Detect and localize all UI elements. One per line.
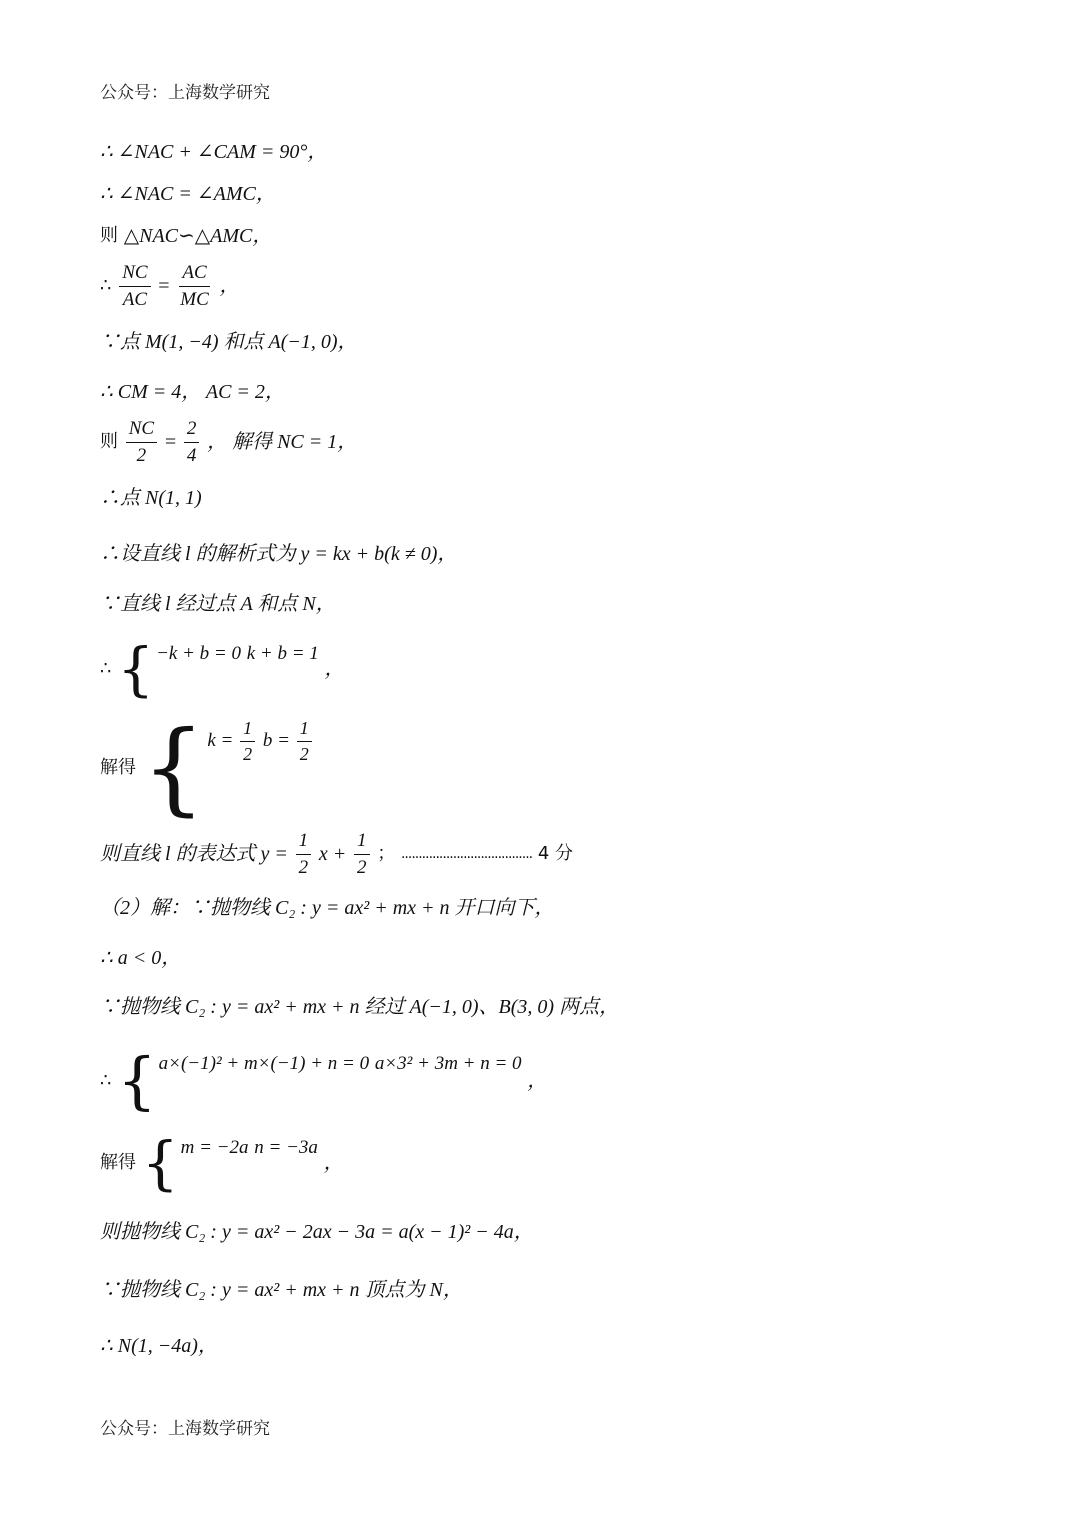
step-system-amn: [100, 1044, 548, 1117]
punctuation: ，: [323, 1152, 344, 1174]
fraction: [354, 830, 370, 879]
fraction: [240, 718, 255, 764]
math-text: 则抛物线 C₂ : y = ax² − 2ax − 3a = a(x − 1)² − 4a，: [100, 1221, 534, 1243]
denominator: 4: [186, 444, 197, 466]
equation-row: a×(−1)² + m×(−1) + n = 0: [158, 1053, 370, 1074]
equation-system: [141, 1129, 318, 1197]
step-parabola-points: [100, 997, 619, 1017]
fraction: [126, 418, 157, 467]
math-text: ∵抛物线 C₂ : y = ax² + mx + n 经过 A(−1, 0)、B(3, 0) 两点，: [100, 996, 620, 1018]
equation-system: [141, 709, 314, 826]
equation-system: [117, 635, 319, 703]
equation-row: k + b = 1: [246, 643, 319, 664]
denominator: 2: [298, 856, 309, 878]
step-solution-kb: [100, 709, 314, 826]
fraction: [119, 262, 150, 311]
equation-row: m = −2a: [180, 1137, 249, 1158]
math-text: ∴ CM = 4， AC = 2，: [100, 381, 285, 403]
therefore-symbol: ∴: [100, 658, 112, 679]
equals-sign: =: [164, 431, 177, 454]
math-text: 则直线 l 的表达式 y =: [100, 843, 288, 866]
math-text: k =: [207, 729, 234, 751]
math-text: b =: [262, 729, 290, 751]
numerator: 2: [184, 418, 200, 443]
left-brace-icon: {: [141, 709, 206, 826]
equation-row: −k + b = 0: [156, 643, 241, 664]
step-line-form: [100, 544, 457, 564]
math-text: ∵直线 l 经过点 A 和点 N，: [100, 593, 336, 615]
punctuation: ，: [219, 275, 240, 298]
denominator: 2: [243, 743, 253, 764]
numerator: 1: [297, 718, 312, 742]
denominator: 2: [136, 444, 147, 466]
fraction: [177, 262, 212, 311]
text-label: 解得: [100, 757, 136, 778]
numerator: 1: [354, 830, 370, 855]
fraction: [296, 830, 312, 879]
math-text: ∴设直线 l 的解析式为 y = kx + b(k ≠ 0)，: [100, 543, 458, 565]
punctuation: ，: [324, 658, 345, 680]
math-text: ∵抛物线 C₂ : y = ax² + mx + n 顶点为 N，: [100, 1279, 463, 1301]
step-lengths: [100, 382, 285, 402]
equation-row: [263, 718, 314, 764]
denominator: MC: [180, 288, 209, 310]
math-text: ∵点 M(1, −4) 和点 A(−1, 0)，: [100, 331, 358, 353]
math-text: ∴ ∠NAC = ∠AMC，: [100, 183, 276, 205]
equation-row: n = −3a: [254, 1137, 318, 1158]
step-a-negative: [100, 948, 181, 968]
math-text: △NAC∽△AMC，: [123, 225, 273, 247]
numerator: AC: [179, 262, 209, 287]
step-angle-sum: [100, 142, 327, 162]
step-system-kb: [100, 635, 345, 703]
fraction: [184, 418, 200, 467]
therefore-symbol: ∴: [100, 1070, 112, 1091]
numerator: NC: [126, 418, 157, 443]
left-brace-icon: {: [117, 1044, 157, 1117]
equation-row: [207, 718, 257, 764]
equation-row: a×3² + 3m + n = 0: [374, 1053, 522, 1074]
step-vertex-n: [100, 1280, 463, 1300]
score-label: 4 分: [537, 843, 574, 865]
left-brace-icon: {: [141, 1129, 179, 1197]
punctuation: ；: [377, 843, 396, 865]
leader-dots: ......................................: [400, 846, 533, 863]
math-text: ∴ a < 0，: [100, 947, 182, 969]
math-text: ∴点 N(1, 1): [100, 487, 202, 509]
part-2-intro: [100, 898, 555, 918]
step-solution-mn: [100, 1129, 344, 1197]
math-text: ∴ N(1, −4a)，: [100, 1335, 218, 1357]
fraction: [297, 718, 312, 764]
left-brace-icon: {: [117, 635, 155, 703]
step-angle-equal: [100, 184, 276, 204]
math-text: （2）解：∵抛物线 C₂ : y = ax² + mx + n 开口向下，: [100, 897, 555, 919]
text-label: 则: [100, 225, 118, 246]
page-header: 公众号：上海数学研究: [100, 83, 270, 103]
punctuation: ，: [527, 1070, 548, 1092]
denominator: 2: [357, 856, 367, 878]
step-line-passes: [100, 594, 336, 614]
step-point-n: [100, 488, 202, 508]
text-label: 则: [100, 431, 118, 453]
step-points-m-a: [100, 332, 358, 352]
math-text: ， 解得 NC = 1，: [207, 431, 358, 454]
equals-sign: =: [158, 275, 170, 298]
step-similar-triangles: [100, 226, 272, 246]
step-solve-nc: [100, 418, 357, 467]
step-n-coordinates: [100, 1336, 218, 1356]
denominator: 2: [299, 743, 309, 764]
numerator: 1: [240, 718, 255, 742]
step-line-expression: [100, 830, 573, 879]
math-text: ∴ ∠NAC + ∠CAM = 90°，: [100, 141, 328, 163]
step-vertex-form: [100, 1222, 534, 1242]
math-text: x +: [318, 843, 347, 866]
page-footer: 公众号：上海数学研究: [100, 1419, 270, 1439]
denominator: AC: [122, 288, 147, 310]
equation-system: [117, 1044, 522, 1117]
numerator: NC: [119, 262, 150, 287]
numerator: 1: [296, 830, 312, 855]
therefore-symbol: ∴: [100, 275, 112, 297]
text-label: 解得: [100, 1152, 136, 1173]
step-ratio: [100, 262, 240, 311]
